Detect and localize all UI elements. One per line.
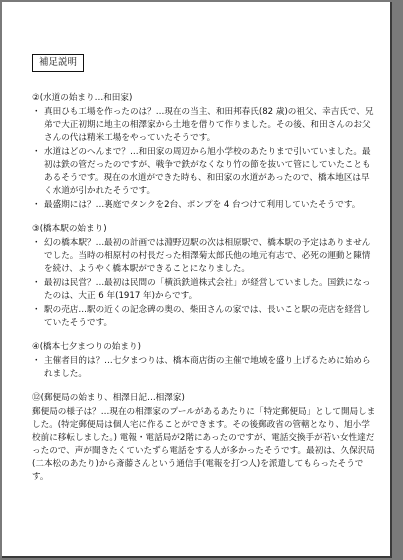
section-hashimoto-station xyxy=(32,223,377,330)
section-paragraph: 郵便局の様子は？…現在の相澤家のプールがあるあたりに「特定郵便局」として開局しました。(特定郵便局は個人宅に作ることができます。その後郵政省の管轄となり、旭小学校前に移転しました。) 電報・電話局が2階にあったのですが、電話交換手が若い女性達だったので、声が聞きたくていたずら電話をする人が多かったそうです。最初は、久保沢局(二本松のあたり)から斎藤さんという通信手(電報を打つ人)を派遣してもらったそうです。 xyxy=(32,407,376,482)
section-water-supply xyxy=(32,92,377,212)
list-item: ・ 主催者目的は？…七夕まつりは、橋本商店街の主催で地域を盛り上げるために始められました。 xyxy=(32,355,377,381)
list-item: ・ 水道はどのへんまで？…和田家の周辺から旭小学校のあたりまで引いていました。最初は鉄の管だったのですが、戦争で鉄がなくなり竹の節を抜いて管にしていたこともあるそうです。現在の水道ができた時も、和田家の水道があったので、橋本地区は早く水道が引かれたそうです。 xyxy=(32,146,377,198)
document-page xyxy=(2,2,392,558)
section-tanabata-festival xyxy=(32,341,377,381)
box-title: 補足説明 xyxy=(32,54,84,72)
document-body xyxy=(32,92,377,495)
section-heading: ③(橋本駅の始まり) xyxy=(32,224,107,234)
bullet-list xyxy=(32,355,377,381)
section-post-office xyxy=(32,392,377,484)
section-heading: ②(水道の始まり…和田家) xyxy=(32,93,133,103)
section-heading: ⑫(郵便局の始まり、相澤日記…相澤家) xyxy=(32,393,185,403)
section-heading: ④(橋本七夕まつりの始まり) xyxy=(32,342,141,352)
list-item: ・ 幻の橋本駅？…最初の計画では淵野辺駅の次は相原駅で、橋本駅の予定はありませんでした。当時の相原村の村長だった相澤菊太郎氏他の地元有志で、必死の運動と陳情を続け、ようやく橋本駅ができることになりました。 xyxy=(32,237,377,276)
list-item: ・ 真田ひも工場を作ったのは？…現在の当主、和田邦春氏(82 歳)の祖父、幸吉氏で、兄弟で大正初期に地主の相澤家から土地を借りて作りました。その後、和田さんのお父さんの代は精米工場をやっていたそうです。 xyxy=(32,106,377,145)
list-item: ・ 最盛期には？…裏庭でタンクを2台、ポンプを 4 台つけて利用していたそうです。 xyxy=(32,199,377,212)
bullet-list xyxy=(32,237,377,330)
list-item: ・ 駅の売店…駅の近くの記念碑の奥の、柴田さんの家では、長いこと駅の売店を経営していたそうです。 xyxy=(32,304,377,330)
list-item: ・ 最初は民営？…最初は民間の「横浜鉄道株式会社」が経営していました。国鉄になったのは、大正 6 年(1917 年)からです。 xyxy=(32,277,377,303)
bullet-list xyxy=(32,106,377,212)
